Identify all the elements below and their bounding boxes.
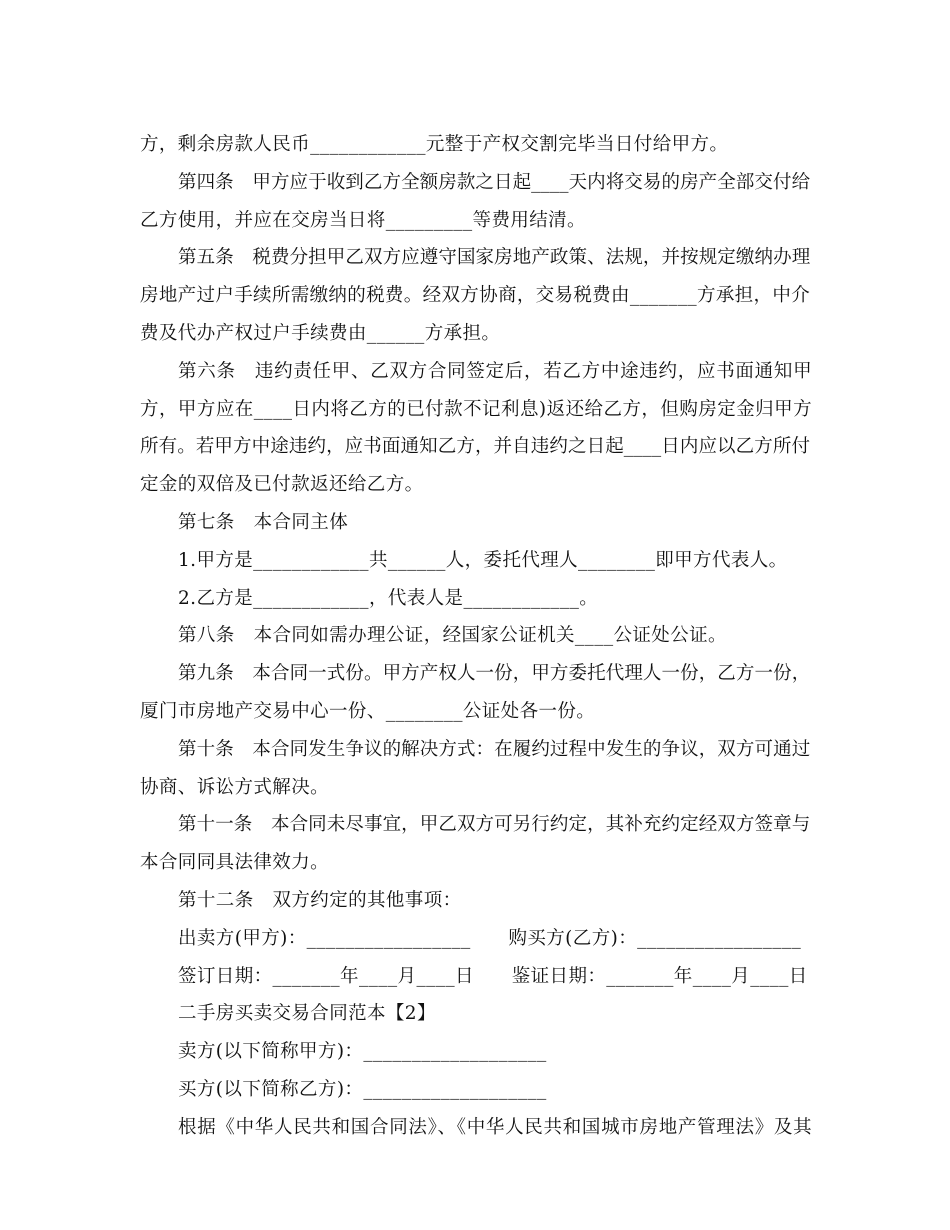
contract-text [140,126,812,1147]
text-line-7: 第六条 违约责任甲、乙双方合同签定后，若乙方中途违约，应书面通知甲 [178,360,812,382]
text-line-17: 第十条 本合同发生争议的解决方式：在履约过程中发生的争议，双方可通过 [178,738,811,760]
signature-line-parties: 出卖方(甲方)：_________________ 购买方(乙方)：_________________ [178,927,802,949]
text-line-9: 所有。若甲方中途违约，应书面通知乙方，并自违约之日起____日内应以乙方所付 [140,436,811,458]
text-line-13: 2.乙方是____________，代表人是____________。 [178,587,599,609]
text-line-11: 第七条 本合同主体 [178,511,349,533]
signature-line-dates: 签订日期：_______年____月____日 鉴证日期：_______年____月____日 [178,965,808,987]
text-line-2: 第四条 甲方应于收到乙方全额房款之日起____天内将交易的房产全部交付给 [178,171,811,193]
text-line-8: 方，甲方应在____日内将乙方的已付款不记利息)返还给乙方，但购房定金归甲方 [140,398,812,420]
text-line-3: 乙方使用，并应在交房当日将_________等费用结清。 [140,209,586,231]
text-line-18: 协商、诉讼方式解决。 [140,776,330,798]
seller-line: 卖方(以下简称甲方)：___________________ [178,1041,547,1063]
text-line-4: 第五条 税费分担甲乙双方应遵守国家房地产政策、法规，并按规定缴纳办理 [178,247,811,269]
text-line-27: 根据《中华人民共和国合同法》、《中华人民共和国城市房地产管理法》及其 [178,1116,812,1138]
text-line-5: 房地产过户手续所需缴纳的税费。经双方协商，交易税费由_______方承担，中介 [140,285,811,307]
text-line-10: 定金的双倍及已付款返还给乙方。 [140,474,424,496]
text-line-6: 费及代办产权过户手续费由______方承担。 [140,322,501,344]
buyer-line: 买方(以下简称乙方)：___________________ [178,1078,547,1100]
text-line-19: 第十一条 本合同未尽事宜，甲乙双方可另行约定，其补充约定经双方签章与 [178,814,811,836]
text-line-15: 第九条 本合同一式份。甲方产权人一份，甲方委托代理人一份，乙方一份， [178,663,811,685]
text-line-1: 方，剩余房款人民币____________元整于产权交割完毕当日付给甲方。 [140,134,729,155]
text-line-16: 厦门市房地产交易中心一份、________公证处各一份。 [140,700,596,722]
text-line-21: 第十二条 双方约定的其他事项： [178,889,462,911]
text-line-14: 第八条 本合同如需办理公证，经国家公证机关____公证处公证。 [178,625,727,647]
text-line-12: 1.甲方是____________共______人，委托代理人________即甲方代表人。 [178,549,788,571]
text-line-20: 本合同同具法律效力。 [140,852,330,874]
section-heading-contract-2: 二手房买卖交易合同范本【2】 [178,1003,436,1025]
